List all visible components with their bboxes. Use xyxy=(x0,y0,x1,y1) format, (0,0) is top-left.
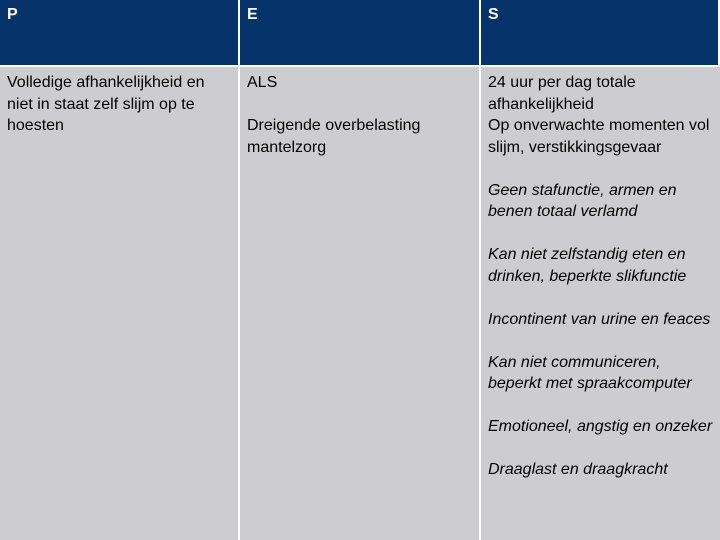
symptom-slijm: Op onverwachte momenten vol slijm, verstikkingsgevaar xyxy=(488,117,714,156)
cell-e xyxy=(240,67,481,540)
cell-s xyxy=(481,67,720,540)
symptom-verlamd: Geen stafunctie, armen en benen totaal verlamd xyxy=(488,181,677,220)
problem-text: Volledige afhankelijkheid en niet in staat zelf slijm op te hoesten xyxy=(7,74,205,134)
symptom-communiceren: Kan niet communiceren, beperkt met spraakcomputer xyxy=(488,353,692,392)
header-e: E xyxy=(240,0,481,67)
cell-p xyxy=(0,67,240,540)
etiology-mantelzorg: Dreigende overbelasting mantelzorg xyxy=(247,117,425,156)
etiology-als: ALS xyxy=(247,74,278,91)
symptom-eten-drinken: Kan niet zelfstandig eten en drinken, beperkte slikfunctie xyxy=(488,246,687,285)
symptom-afhankelijkheid: 24 uur per dag totale afhankelijkheid xyxy=(488,74,641,113)
header-p: P xyxy=(0,0,240,67)
symptom-draaglast: Draaglast en draagkracht xyxy=(488,461,668,478)
symptom-incontinent: Incontinent van urine en feaces xyxy=(488,310,711,328)
symptom-emotioneel: Emotioneel, angstig en onzeker xyxy=(488,418,713,435)
header-s: S xyxy=(481,0,720,67)
